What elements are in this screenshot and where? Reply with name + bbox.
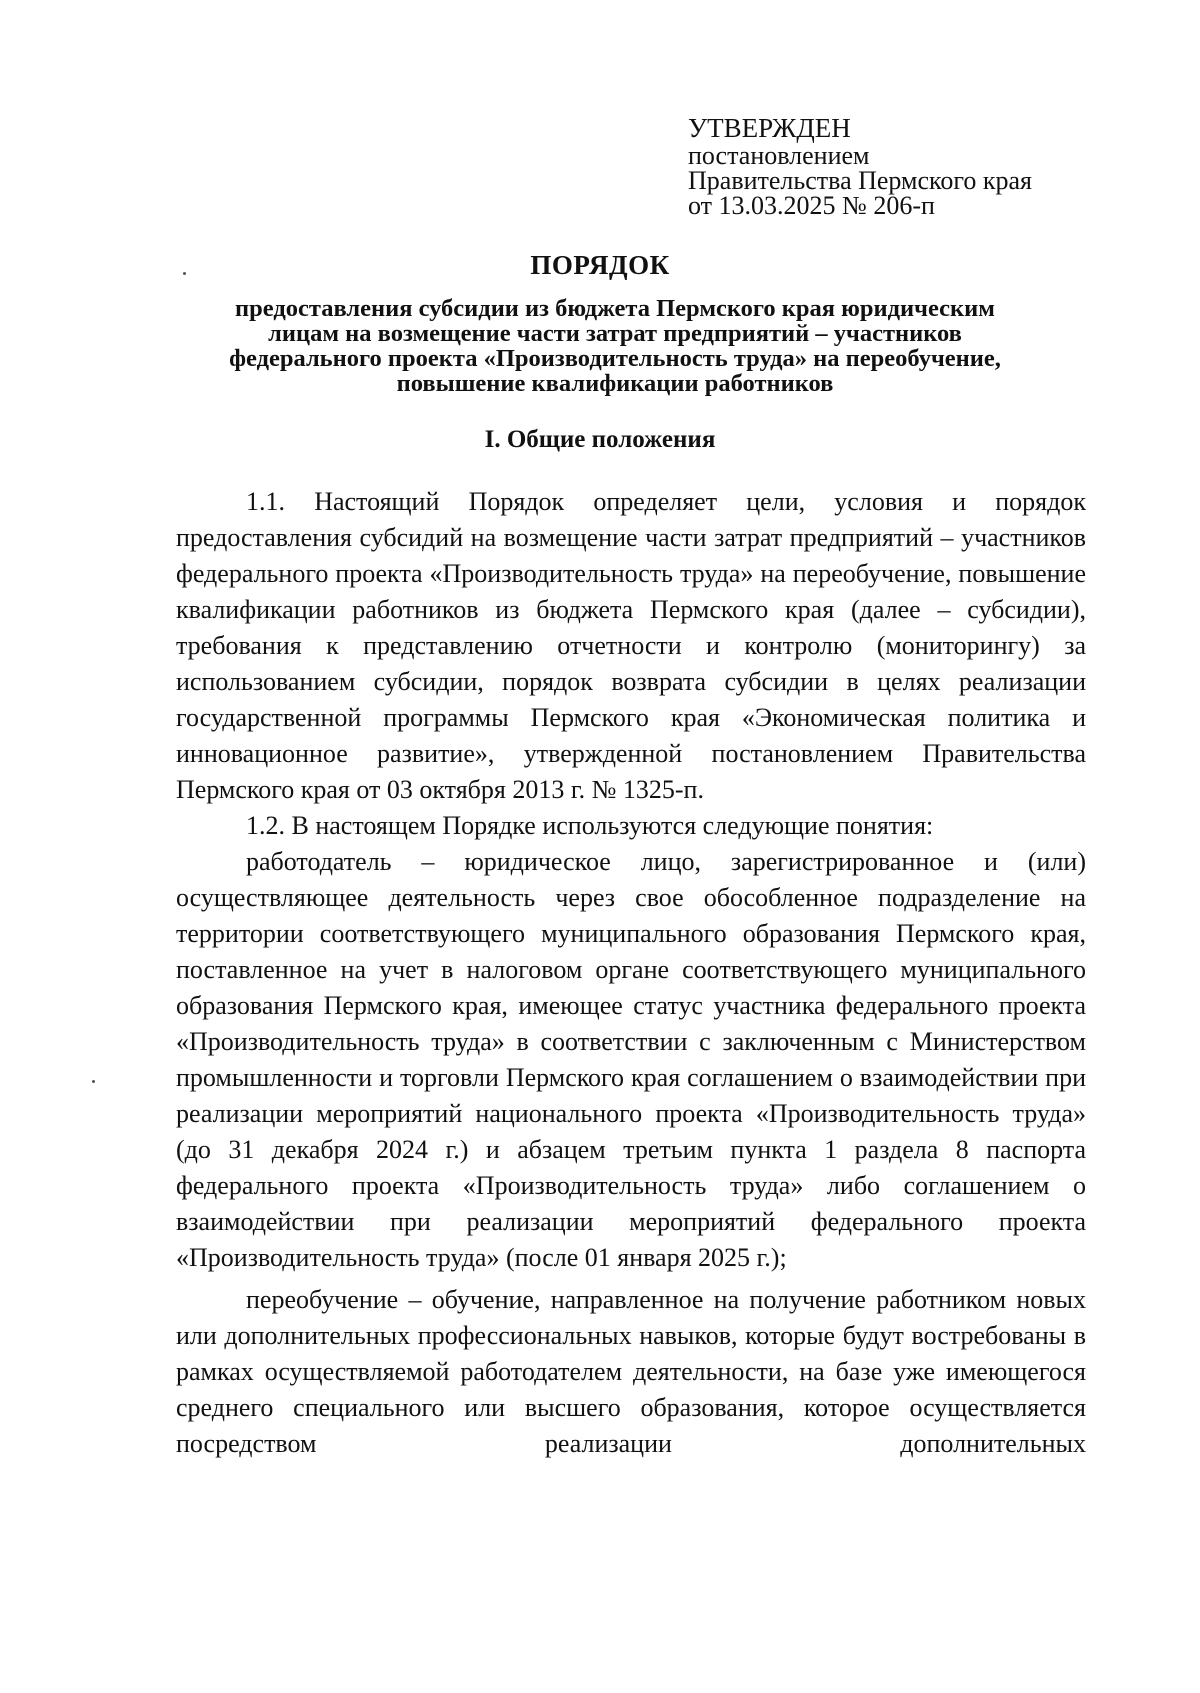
definition-employer: работодатель – юридическое лицо, зарегистрированное и (или) осуществляющее деятельность через свое обособленное подразделение на территории соответствующего муниципального образования Пермского края, поставленное на учет в налоговом органе соответствующего муниципального образования Пермского края, имеющее статус участника федерального проекта «Производительность труда» в соответствии с заключенным с Министерством промышленности и торговли Пермского края соглашением о взаимодействии при реализации мероприятий национального проекта «Производительность труда» (до 31 декабря 2024 г.) и абзацем третьим пункта 1 раздела 8 паспорта федерального проекта «Производительность труда» либо соглашением о взаимодействии при реализации мероприятий федерального проекта «Производительность труда» (после 01 января 2025 г.); <box>176 847 1086 1272</box>
document-body <box>176 484 1086 1462</box>
approval-stamp <box>688 114 1108 218</box>
approval-line: Правительства Пермского края <box>688 166 1032 195</box>
subtitle-line: предоставления субсидии из бюджета Пермского края юридическим <box>235 295 995 322</box>
document-subtitle <box>170 296 1060 396</box>
paragraph-1-2: 1.2. В настоящем Порядке используются следующие понятия: <box>246 811 934 840</box>
approval-status: УТВЕРЖДЕН <box>688 113 851 143</box>
subtitle-line: повышение квалификации работников <box>396 370 834 397</box>
approval-line: постановлением <box>688 141 870 170</box>
definition-retraining: переобучение – обучение, направленное на получение работником новых или дополнительных профессиональных навыков, которые будут востребованы в рамках осуществляемой работодателем деятельности, на базе уже имеющегося среднего специального или высшего образования, которое осуществляется посредством реализации дополнительных <box>176 1285 1086 1458</box>
document-title: ПОРЯДОК <box>530 250 670 280</box>
section-heading: I. Общие положения <box>484 426 716 453</box>
paragraph-1-1: 1.1. Настоящий Порядок определяет цели, условия и порядок предоставления субсидий на возмещение части затрат предприятий – участников федерального проекта «Производительность труда» на переобучение, повышение квалификации работников из бюджета Пермского края (далее – субсидии), требования к представлению отчетности и контролю (мониторингу) за использованием субсидии, порядок возврата субсидии в целях реализации государственной программы Пермского края «Экономическая политика и инновационное развитие», утвержденной постановлением Правительства Пермского края от 03 октября 2013 г. № 1325-п. <box>176 487 1086 804</box>
subtitle-line: федерального проекта «Производительность труда» на переобучение, <box>229 345 1001 372</box>
subtitle-line: лицам на возмещение части затрат предприятий – участников <box>268 320 962 347</box>
scan-speck <box>92 1080 95 1083</box>
approval-line: от 13.03.2025 № 206-п <box>688 191 935 220</box>
